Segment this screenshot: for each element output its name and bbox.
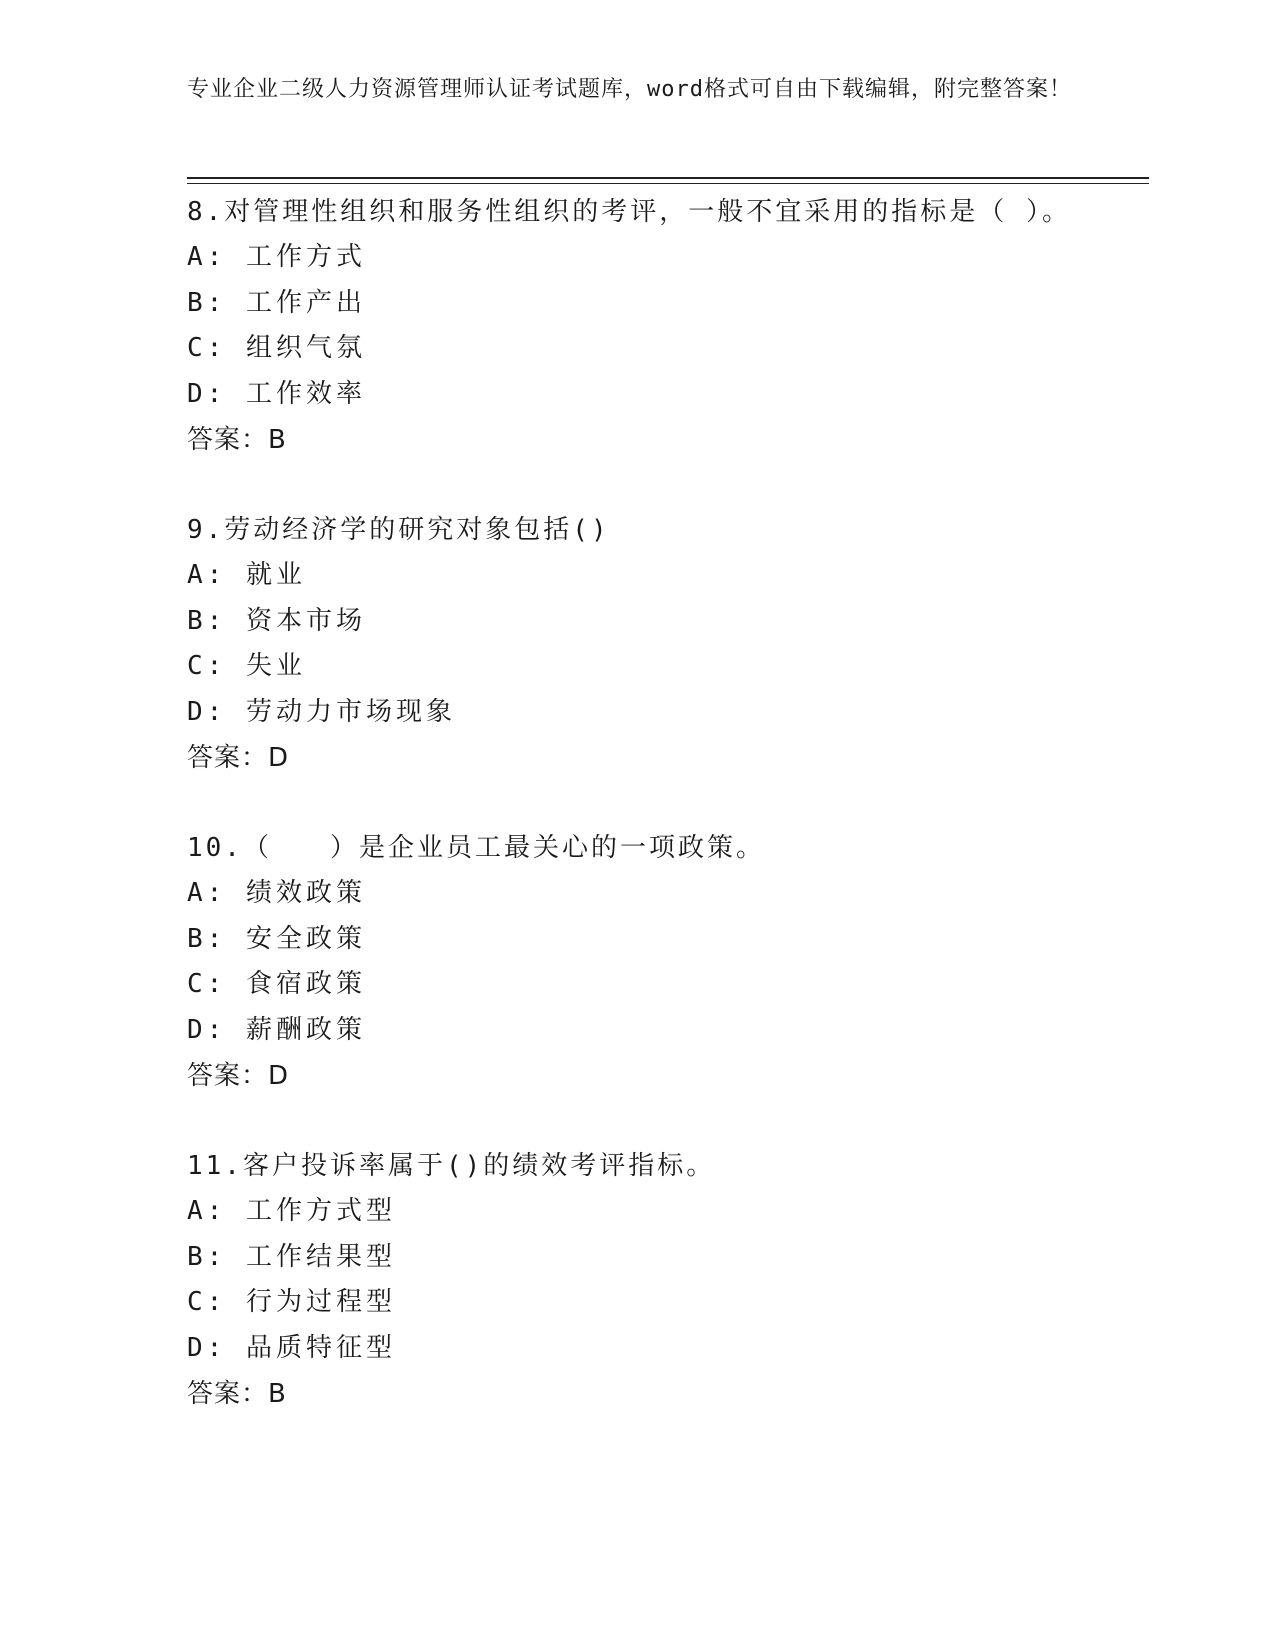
option-b: B: 资本市场 <box>187 605 366 636</box>
question-item <box>187 508 1087 781</box>
answer-line: 答案：D <box>187 1061 290 1091</box>
option-d: D: 工作效率 <box>187 378 366 409</box>
header-rule-thin <box>187 183 1149 184</box>
question-item <box>187 826 1087 1099</box>
option-b: B: 工作结果型 <box>187 1241 396 1272</box>
option-c: C: 失业 <box>187 651 306 681</box>
option-d: D: 劳动力市场现象 <box>187 696 456 727</box>
header-rule-thick <box>187 177 1149 179</box>
option-b: B: 安全政策 <box>187 923 366 954</box>
question-stem: 8.对管理性组织和服务性组织的考评，一般不宜采用的指标是（ ）。 <box>187 197 1071 227</box>
option-c: C: 行为过程型 <box>187 1287 396 1317</box>
option-a: A: 工作方式型 <box>187 1196 396 1226</box>
question-stem: 9.劳动经济学的研究对象包括() <box>187 515 610 545</box>
document-header: 专业企业二级人力资源管理师认证考试题库，word格式可自由下载编辑，附完整答案！ <box>187 77 1072 102</box>
option-d: D: 品质特征型 <box>187 1332 396 1363</box>
option-d: D: 薪酬政策 <box>187 1014 366 1045</box>
question-stem: 11.客户投诉率属于()的绩效考评指标。 <box>187 1151 716 1181</box>
option-a: A: 就业 <box>187 560 306 590</box>
question-item <box>187 190 1087 463</box>
option-c: C: 食宿政策 <box>187 969 366 999</box>
option-b: B: 工作产出 <box>187 287 366 318</box>
answer-line: 答案：B <box>187 425 287 455</box>
option-c: C: 组织气氛 <box>187 333 366 363</box>
option-a: A: 工作方式 <box>187 242 366 272</box>
question-list <box>187 190 1087 1462</box>
option-a: A: 绩效政策 <box>187 878 366 908</box>
answer-line: 答案：B <box>187 1379 287 1409</box>
answer-line: 答案：D <box>187 743 290 773</box>
question-item <box>187 1144 1087 1417</box>
question-stem: 10.（ ）是企业员工最关心的一项政策。 <box>187 833 765 863</box>
